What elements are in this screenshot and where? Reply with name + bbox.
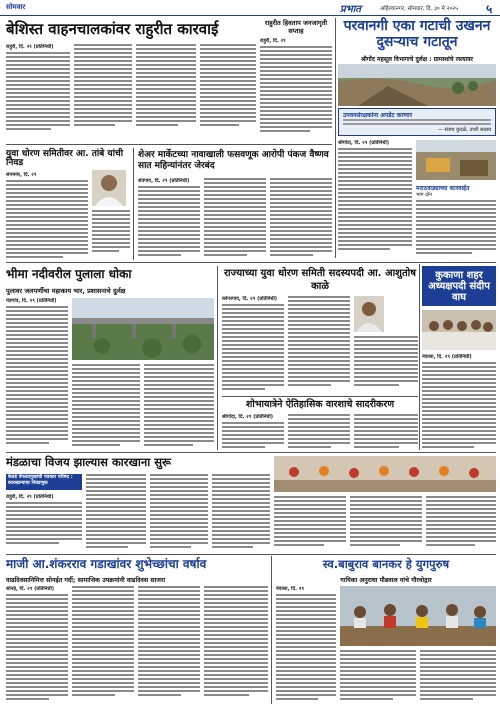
story-10-photo bbox=[274, 456, 496, 492]
group-photo bbox=[422, 310, 496, 350]
story-3-box2-subtitle: भाग दोन bbox=[416, 192, 432, 198]
story-4-portrait bbox=[92, 170, 126, 206]
masthead-logo: प्रभात bbox=[340, 4, 362, 15]
story-4-body bbox=[6, 172, 88, 260]
story-3-box-title: उपवनसंरक्षकांना अपडेट करणार bbox=[343, 112, 413, 119]
story-1-body bbox=[6, 44, 70, 140]
edition-date: अहिल्यानगर, सोमवार, दि. ३० मे २०२५ bbox=[380, 6, 459, 12]
story-6-dateline: पेडगांव, दि. २९ (प्रतिनिधी) bbox=[6, 298, 57, 304]
site-photo bbox=[416, 140, 496, 180]
portrait-photo bbox=[354, 296, 384, 332]
story-8-photo bbox=[422, 310, 496, 350]
story-9-body-col2 bbox=[86, 474, 146, 550]
story-6-body-col3 bbox=[144, 364, 214, 450]
divider bbox=[6, 262, 496, 263]
story-9-body-col4 bbox=[212, 474, 270, 550]
divider bbox=[419, 264, 420, 450]
story-12-body bbox=[276, 586, 336, 704]
story-10-body-col2 bbox=[288, 414, 350, 450]
story-6-body bbox=[6, 298, 68, 450]
story-10-headline: शोभायात्रेने ऐतिहासिक वारशाचे सादरीकरण bbox=[245, 399, 395, 410]
story-5-dateline: शेवगाव, दि. २९ (प्रतिनिधी) bbox=[138, 178, 190, 184]
story-8-dateline: नेवासा, दि. २९ (प्रतिनिधी) bbox=[422, 354, 472, 360]
story-12-dateline: नेवासा, दि. २९ bbox=[276, 586, 304, 592]
story-4-body-col2 bbox=[92, 210, 130, 260]
story-3-box-subtitle: — संजय कुदळे, उपरी सदस्य bbox=[437, 127, 491, 133]
story-1-body-col4 bbox=[200, 44, 256, 140]
story-8-headline-badge bbox=[422, 266, 496, 306]
divider bbox=[217, 266, 218, 450]
page-header bbox=[0, 0, 500, 16]
story-12-subhead: गायिका अनुराधा पौडवाल यांचे गौरवोद्गार bbox=[340, 577, 432, 584]
story-2-dateline: राहुरी, दि. २९ bbox=[260, 38, 286, 44]
story-6-body-col2 bbox=[72, 364, 140, 450]
divider bbox=[6, 554, 496, 555]
section-name: सोमवार bbox=[6, 3, 26, 11]
story-3-inset-photo bbox=[416, 140, 496, 180]
story-1-body-col2 bbox=[74, 44, 132, 140]
story-10-body-col4 bbox=[274, 496, 346, 550]
story-7-headline: राज्याच्या युवा धोरण समिती सदस्यपदी आ. आशुतोष काळे bbox=[223, 268, 417, 292]
story-7-body-col3 bbox=[354, 336, 418, 392]
story-8-body bbox=[422, 354, 496, 450]
story-3-body-col2 bbox=[416, 200, 496, 258]
story-5-headline: शेअर मार्केटच्या नावाखाली फसवणूक आरोपी पंकज वैष्णव सात महिन्यांनंतर जेरबंद bbox=[138, 150, 329, 172]
story-11-subhead: वाढदिवसानिमित्त सोनईत गर्दी; सामाजिक उपक्रमांनी वाढदिवस साजरा bbox=[6, 577, 166, 584]
story-3-subhead: श्रीगोंद महसूल विभागाचे दुर्लक्ष : ग्रामस्थांचे रस्त्यावर bbox=[360, 56, 473, 63]
story-12-body-col3 bbox=[420, 650, 496, 704]
story-5-body-col3 bbox=[270, 178, 332, 260]
divider bbox=[271, 556, 272, 704]
story-6-subhead: पुलावर जलपर्णीचा महाकाय भार, प्रशासनाचे दुर्लक्ष bbox=[6, 287, 126, 295]
page-number: ५ bbox=[486, 2, 493, 16]
procession-photo bbox=[274, 456, 496, 492]
story-12-body-col2 bbox=[340, 650, 416, 704]
story-9-dateline: राहुरी, दि. २९ (प्रतिनिधी) bbox=[6, 494, 54, 500]
divider bbox=[6, 452, 496, 453]
divider bbox=[335, 18, 336, 258]
story-5-body-col2 bbox=[204, 178, 266, 260]
story-10-body bbox=[222, 414, 284, 450]
divider bbox=[133, 148, 134, 260]
story-3-body bbox=[338, 140, 412, 258]
story-11-body-col2 bbox=[72, 586, 134, 704]
stage-event-photo bbox=[340, 586, 496, 646]
story-4-dateline: संगमनेर, दि. २९ bbox=[6, 172, 37, 178]
story-10-body-col3 bbox=[354, 414, 418, 450]
story-7-body-col2 bbox=[288, 296, 350, 392]
story-12-headline: स्व.बाबुराव बानकर हे युगपुरुष bbox=[322, 557, 450, 571]
story-3-box2-title: मराठवाड्याच्या कारवाईत bbox=[416, 185, 470, 192]
story-9-headline: मंडळाचा विजय झाल्यास कारखाना सुरू bbox=[6, 455, 171, 469]
story-5-body bbox=[138, 178, 200, 260]
story-6-headline: भीमा नदीवरील पुलाला धोका bbox=[6, 267, 132, 281]
story-10-dateline: श्रीगोंदा, दि. २९ (प्रतिनिधी) bbox=[222, 414, 274, 420]
story-11-headline: माजी आ.शंकरराव गडाखांवर शुभेच्छांचा वर्षाव bbox=[6, 557, 207, 571]
story-4-headline: युवा धोरण समितीवर आ. तांबे यांची निवड bbox=[6, 149, 124, 169]
story-1-dateline: राहुरी, दि. २९ (प्रतिनिधी) bbox=[6, 44, 54, 50]
story-11-dateline: सोनई, दि. २९ (प्रतिनिधी) bbox=[6, 586, 55, 592]
story-11-body-col4 bbox=[204, 586, 268, 704]
story-1-headline: बेशिस्त वाहनचालकांवर राहुरीत कारवाई bbox=[6, 20, 219, 38]
divider bbox=[6, 144, 332, 145]
story-2-headline: राहुरीत हिवताप जनजागृती सप्ताह bbox=[264, 19, 328, 35]
story-9-body-col3 bbox=[150, 474, 208, 550]
story-6-photo bbox=[72, 298, 214, 360]
story-7-portrait bbox=[354, 296, 384, 332]
story-7-dateline: कोपरगाव, दि. २९ (प्रतिनिधी) bbox=[222, 296, 278, 302]
river-bridge-photo bbox=[72, 298, 214, 360]
story-8-headline: कुकाणा शहर अध्यक्षपदी संदीप वाघ bbox=[428, 269, 490, 303]
story-3-photo bbox=[338, 64, 496, 106]
story-11-body bbox=[6, 586, 68, 704]
portrait-photo bbox=[92, 170, 126, 206]
story-9-body bbox=[6, 494, 82, 550]
story-9-kicker: केवडे पॅनलप्रमुखांची पत्रकार परिषद : कारखान्याचा निवडणुक bbox=[8, 475, 73, 487]
story-3-box bbox=[338, 108, 496, 136]
story-9-kicker-box bbox=[6, 474, 82, 490]
story-3-dateline: श्रीगोंदा, दि. २९ (प्रतिनिधी) bbox=[338, 140, 390, 146]
story-7-body bbox=[222, 296, 284, 392]
story-12-photo bbox=[340, 586, 496, 646]
story-1-body-col3 bbox=[136, 44, 196, 140]
story-3-headline: परवानगी एका गटाची उखनन दुसऱ्याच गटातून bbox=[343, 18, 491, 51]
story-11-body-col3 bbox=[138, 586, 200, 704]
story-10-body-col6 bbox=[426, 496, 496, 550]
story-3-box2 bbox=[416, 184, 496, 198]
story-10-body-col5 bbox=[350, 496, 422, 550]
divider bbox=[222, 396, 418, 397]
story-2-body bbox=[260, 38, 332, 138]
quarry-photo bbox=[338, 64, 496, 106]
